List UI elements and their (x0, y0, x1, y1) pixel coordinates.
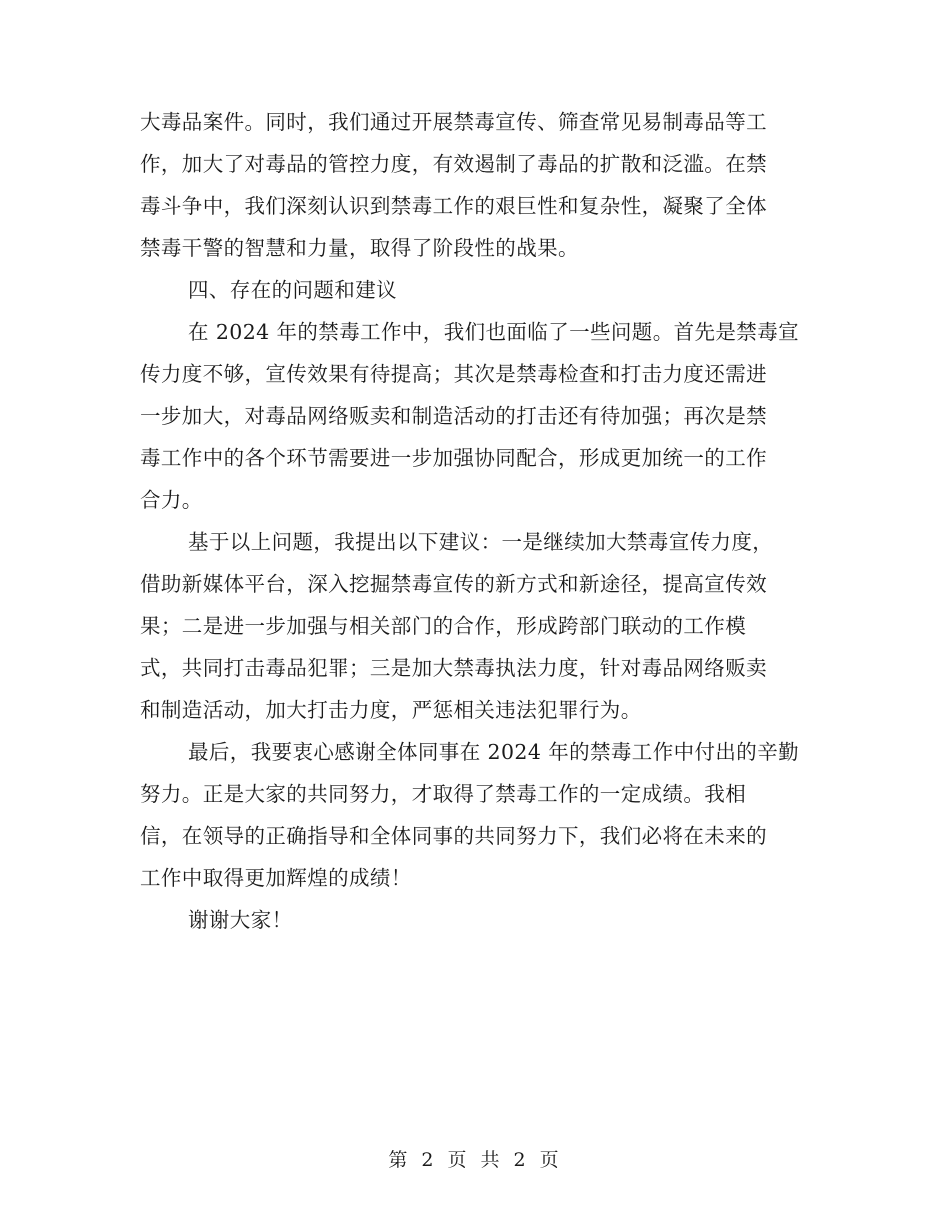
paragraph (140, 311, 812, 521)
text-line: 毒工作中的各个环节需要进一步加强协同配合，形成更加统一的工作 (140, 446, 767, 470)
text-line: 谢谢大家！ (188, 908, 293, 932)
text-line: 努力。正是大家的共同努力，才取得了禁毒工作的一定成绩。我相 (140, 782, 747, 806)
text-line: 毒斗争中，我们深刻认识到禁毒工作的艰巨性和复杂性，凝聚了全体 (140, 194, 767, 218)
text-line: 合力。 (140, 488, 203, 512)
text-line: 一步加大，对毒品网络贩卖和制造活动的打击还有待加强；再次是禁 (140, 404, 767, 428)
text-line: 禁毒干警的智慧和力量，取得了阶段性的战果。 (140, 236, 579, 260)
text-line: 工作中取得更加辉煌的成绩！ (140, 866, 412, 890)
text-line: 基于以上问题，我提出以下建议：一是继续加大禁毒宣传力度， (188, 530, 774, 554)
text-line: 式，共同打击毒品犯罪；三是加大禁毒执法力度，针对毒品网络贩卖 (140, 656, 767, 680)
text-line: 四、存在的问题和建议 (188, 278, 397, 302)
text-line: 传力度不够，宣传效果有待提高；其次是禁毒检查和打击力度还需进 (140, 362, 767, 386)
section-heading (140, 269, 812, 311)
text-line: 借助新媒体平台，深入挖掘禁毒宣传的新方式和新途径，提高宣传效 (140, 572, 767, 596)
text-line: 在 2024 年的禁毒工作中，我们也面临了一些问题。首先是禁毒宣 (188, 320, 800, 344)
text-line: 信，在领导的正确指导和全体同事的共同努力下，我们必将在未来的 (140, 824, 767, 848)
paragraph (140, 101, 812, 269)
paragraph (140, 899, 812, 941)
text-line: 大毒品案件。同时，我们通过开展禁毒宣传、筛查常见易制毒品等工 (140, 110, 767, 134)
text-line: 作，加大了对毒品的管控力度，有效遏制了毒品的扩散和泛滥。在禁 (140, 152, 767, 176)
text-line: 和制造活动，加大打击力度，严惩相关违法犯罪行为。 (140, 698, 642, 722)
text-line: 果；二是进一步加强与相关部门的合作，形成跨部门联动的工作模 (140, 614, 747, 638)
paragraph (140, 521, 812, 731)
paragraph (140, 731, 812, 899)
page-number-footer: 第 2 页 共 2 页 (388, 1149, 562, 1171)
document-body (140, 101, 812, 941)
text-line: 最后，我要衷心感谢全体同事在 2024 年的禁毒工作中付出的辛勤 (188, 740, 800, 764)
